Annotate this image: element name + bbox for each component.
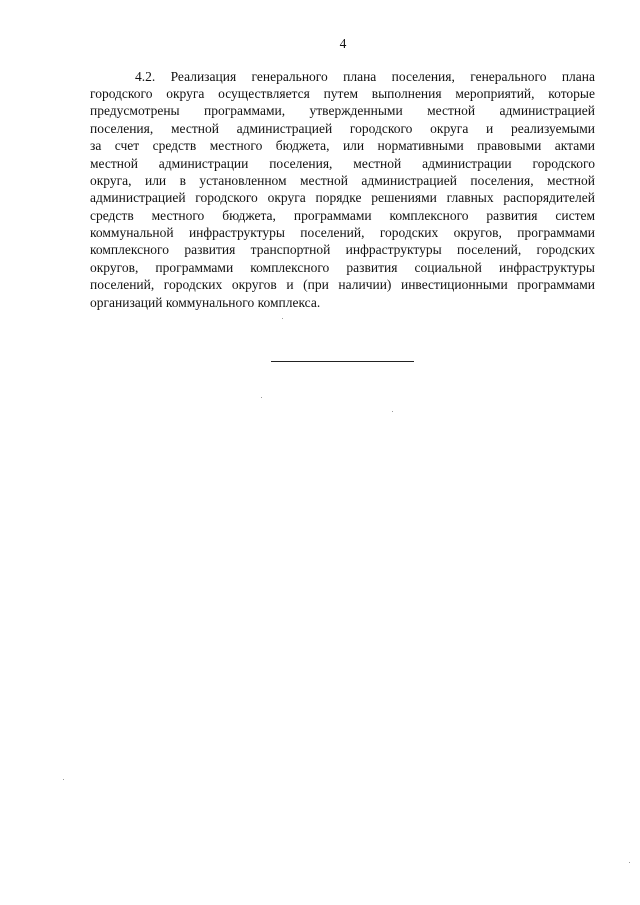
text-line: 4.2. Реализация генерального плана поселения, генерального плана: [135, 69, 595, 84]
scan-speck: [392, 411, 393, 412]
text-line: комплексного развития транспортной инфраструктуры поселений, городских: [90, 242, 595, 257]
separator-line: [271, 361, 414, 362]
scan-speck: [261, 397, 262, 398]
text-line: округа, или в установленном местной администрацией поселения, местной: [90, 173, 595, 188]
text-line: средств местного бюджета, программами комплексного развития систем: [90, 208, 595, 223]
text-line: округов, программами комплексного развития социальной инфраструктуры: [90, 260, 595, 275]
scan-speck: [282, 318, 283, 319]
text-line: коммунальной инфраструктуры поселений, городских округов, программами: [90, 225, 595, 240]
text-line: за счет средств местного бюджета, или нормативными правовыми актами: [90, 138, 595, 153]
text-line: администрацией городского округа порядке решениями главных распорядителей: [90, 190, 595, 205]
text-line: организаций коммунального комплекса.: [90, 295, 321, 310]
scan-speck: [63, 779, 64, 780]
page-number: 4: [339, 36, 347, 51]
text-line: городского округа осуществляется путем выполнения мероприятий, которые: [90, 86, 595, 101]
text-line: поселений, городских округов и (при наличии) инвестиционными программами: [90, 277, 595, 292]
text-line: предусмотрены программами, утвержденными местной администрацией: [90, 103, 595, 118]
text-line: поселения, местной администрацией городского округа и реализуемыми: [90, 121, 595, 136]
text-line: местной администрации поселения, местной администрации городского: [90, 156, 595, 171]
scan-speck: [629, 862, 630, 863]
